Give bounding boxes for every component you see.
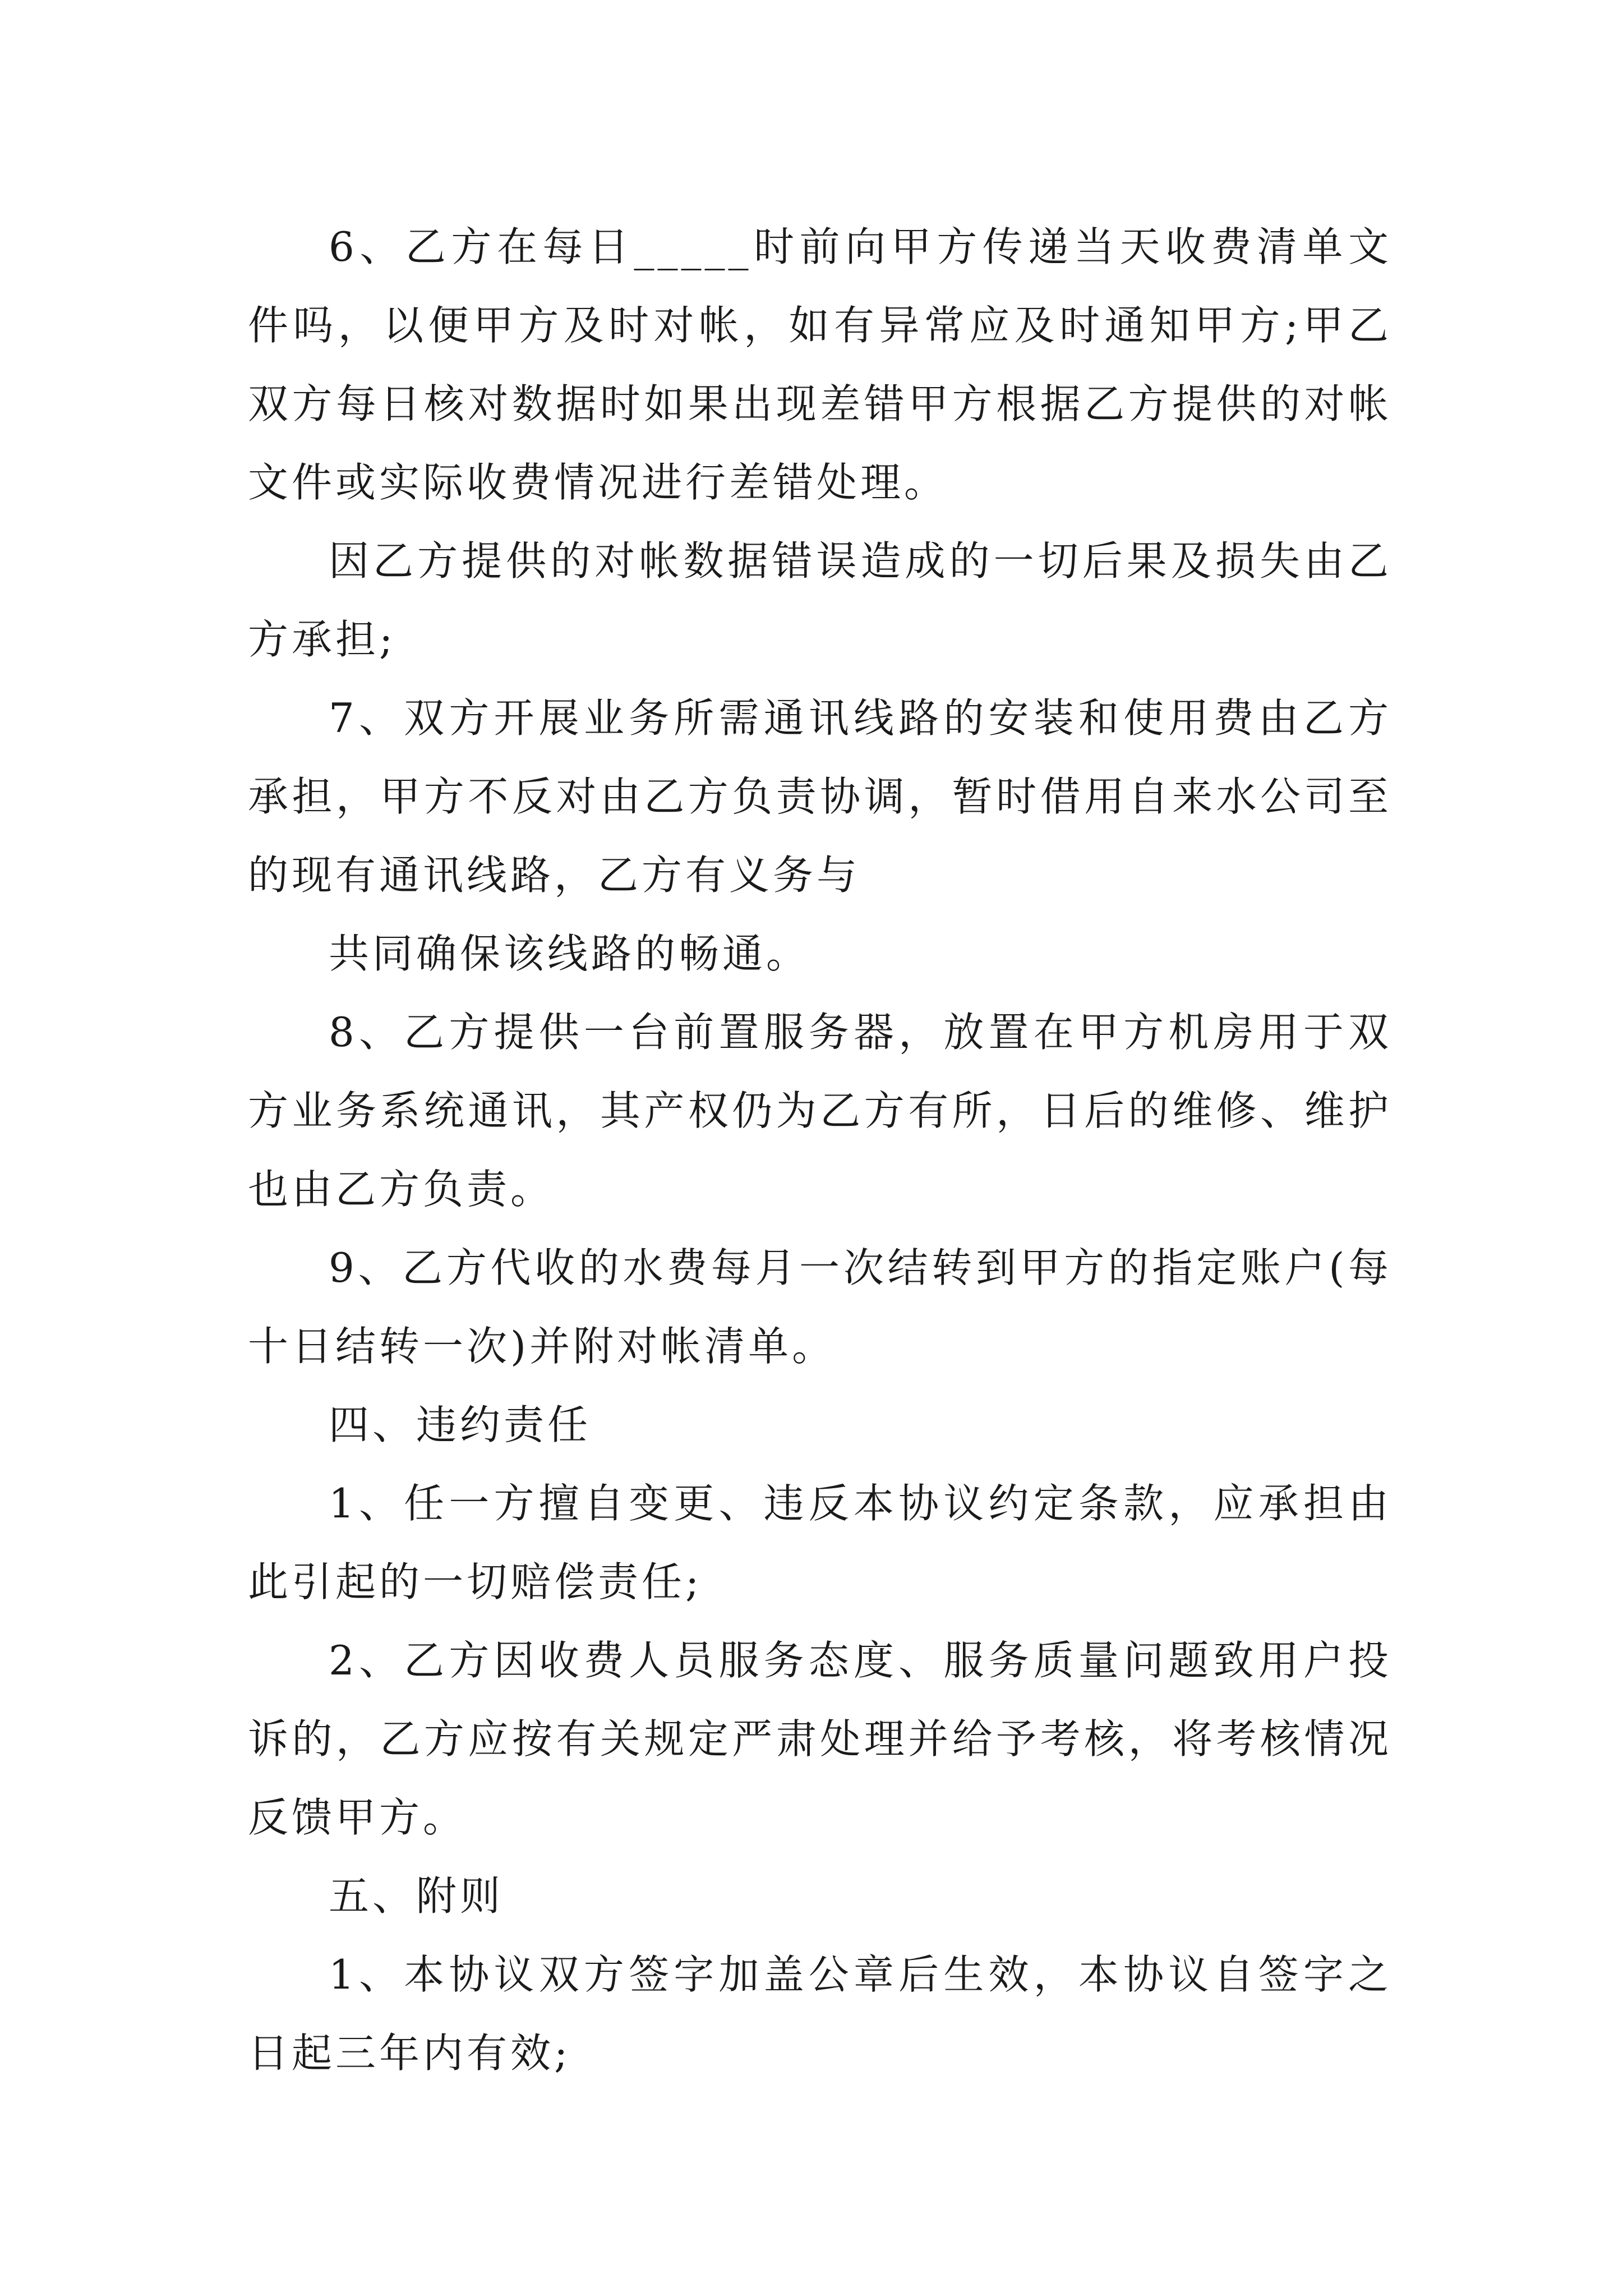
clause-9-paragraph: 9、乙方代收的水费每月一次结转到甲方的指定账户(每十日结转一次)并附对帐清单。	[248, 1244, 1392, 1370]
supplementary-clause-1-paragraph: 1、本协议双方签字加盖公章后生效，本协议自签字之日起三年内有效;	[248, 1951, 1392, 2077]
clause-6-paragraph: 6、乙方在每日_____时前向甲方传递当天收费清单文件吗，以便甲方及时对帐，如有异常应及时通知甲方;甲乙双方每日核对数据时如果出现差错甲方根据乙方提供的对帐文件或实际收费情况进行差错处理。	[248, 223, 1392, 506]
breach-clause-2-paragraph: 2、乙方因收费人员服务态度、服务质量问题致用户投诉的，乙方应按有关规定严肃处理并给予考核，将考核情况反馈甲方。	[248, 1637, 1392, 1841]
clause-7-continuation-paragraph: 共同确保该线路的畅通。	[329, 930, 810, 977]
breach-clause-1-paragraph: 1、任一方擅自变更、违反本协议约定条款，应承担由此引起的一切赔偿责任;	[248, 1480, 1392, 1605]
section-heading-breach-liability: 四、违约责任	[329, 1401, 592, 1448]
section-heading-supplementary: 五、附则	[329, 1872, 504, 1920]
clause-8-paragraph: 8、乙方提供一台前置服务器，放置在甲方机房用于双方业务系统通讯，其产权仍为乙方有所，日后的维修、维护也由乙方负责。	[248, 1009, 1392, 1213]
clause-6-liability-paragraph: 因乙方提供的对帐数据错误造成的一切后果及损失由乙方承担;	[248, 537, 1392, 663]
document-body	[248, 208, 1392, 2092]
clause-7-paragraph: 7、双方开展业务所需通讯线路的安装和使用费由乙方承担，甲方不反对由乙方负责协调，暂时借用自来水公司至的现有通讯线路，乙方有义务与	[248, 694, 1392, 899]
